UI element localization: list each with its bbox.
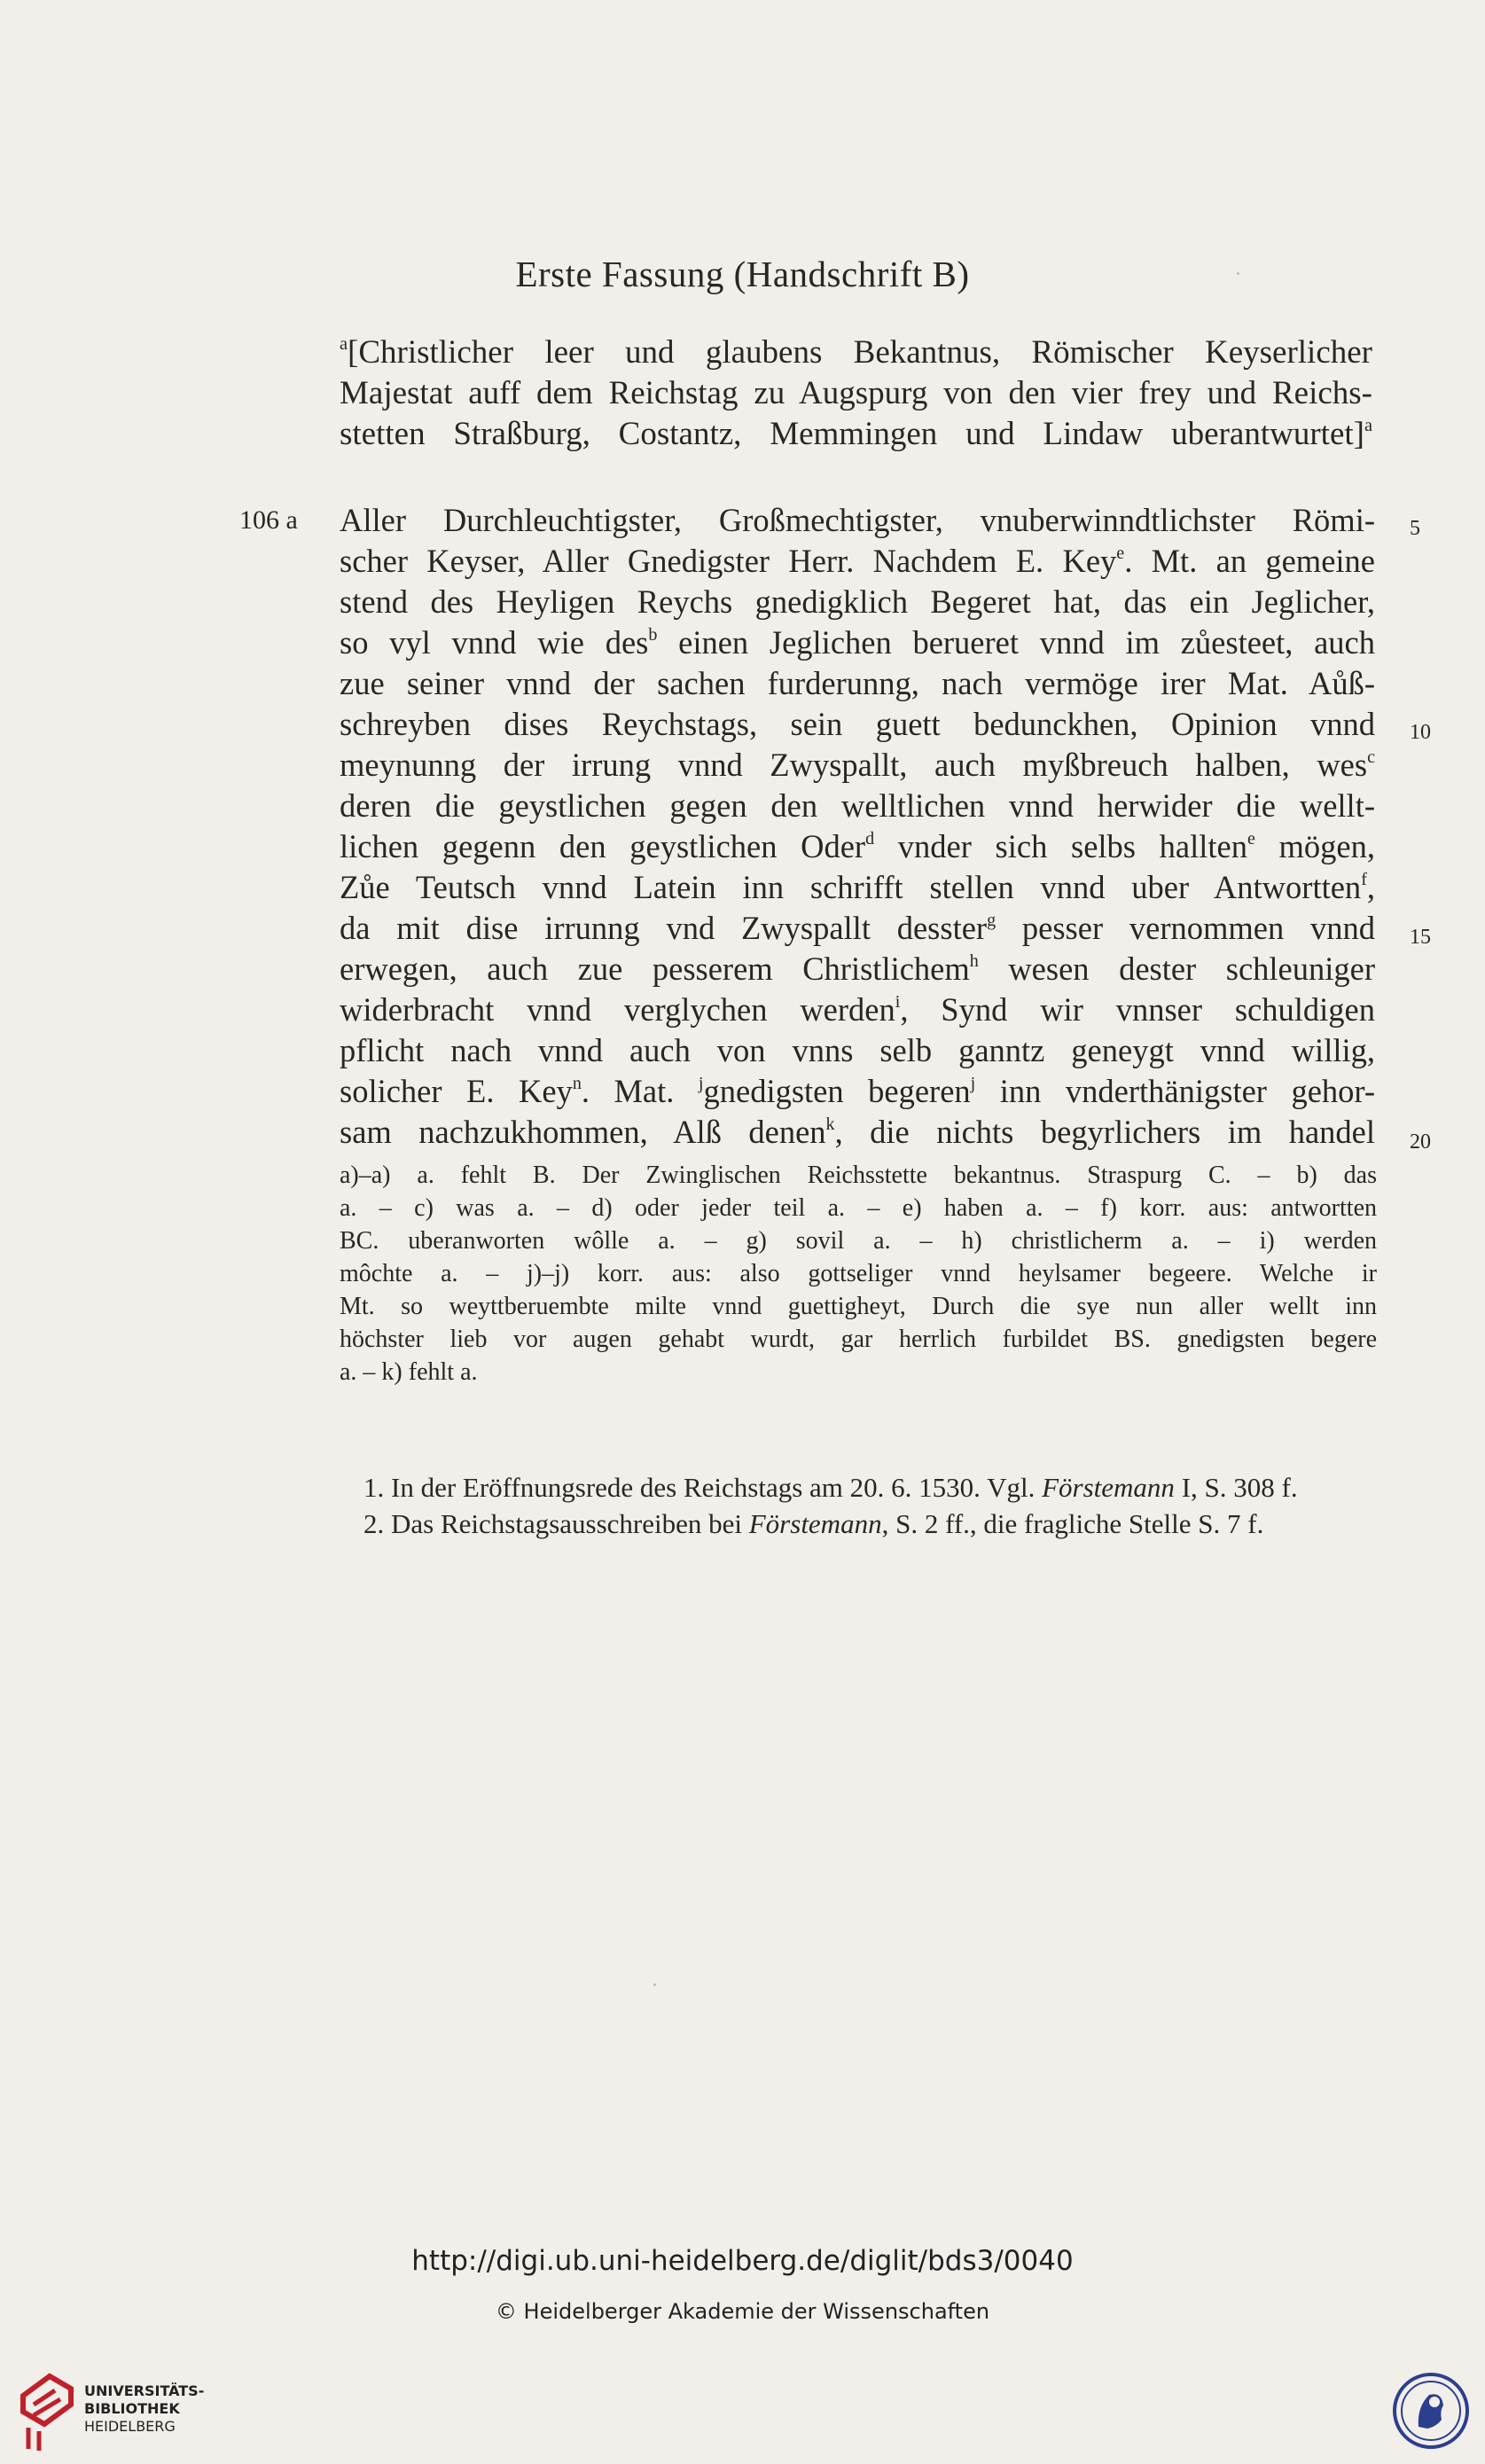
apparatus-line: Mt. so weyttberuembte milte vnnd guettigheyt, Durch die sye nun aller wellt inn — [340, 1293, 1377, 1320]
apparatus-line: höchster lieb vor augen gehabt wurdt, gar herrlich furbildet BS. gnedigsten begere — [340, 1326, 1377, 1353]
title-line: stetten Straßburg, Costantz, Memmingen und Lindaw uberantwurtet]$^a$ — [340, 415, 1372, 452]
footnote-marker: a — [1364, 415, 1372, 435]
text-line: so vyl vnnd wie des$^b$ einen Jeglichen berueret vnnd im zůesteet, auch — [340, 624, 1375, 661]
footnote-1: 1. In der Eröffnungsrede des Reichstags am 20. 6. 1530. Vgl. Förstemann I, S. 308 f. — [363, 1472, 1298, 1503]
text-line: scher Keyser, Aller Gnedigster Herr. Nachdem E. Key$^e$. Mt. an gemeine — [340, 543, 1375, 579]
text-line: widerbracht vnnd verglychen werden$^i$, Synd wir vnnser schuldigen — [340, 991, 1375, 1028]
apparatus-line: BC. uberanworten wôlle a. – g) sovil a. – h) christlicherm a. – i) werden — [340, 1227, 1377, 1255]
library-logo-icon — [16, 2369, 78, 2453]
apparatus-line: a. – c) was a. – d) oder jeder teil a. – e) haben a. – f) korr. aus: antwortten — [340, 1194, 1377, 1222]
text-line: deren die geystlichen gegen den welltlichen vnnd herwider die wellt- — [340, 787, 1375, 824]
line-number: 15 — [1410, 926, 1431, 949]
text-line: meynunng der irrung vnnd Zwyspallt, auch myßbreuch halben, wes$^c$ — [340, 747, 1375, 783]
permalink-url[interactable]: http://digi.ub.uni-heidelberg.de/diglit/bds3/0040 — [411, 2245, 1074, 2277]
apparatus-line: a. – k) fehlt a. — [340, 1358, 478, 1386]
text-line: sam nachzukhommen, Alß denen$^k$, die nichts begyrlichers im handel — [340, 1114, 1375, 1150]
academy-seal-icon — [1392, 2372, 1470, 2450]
folio-margin-note: 106 a — [239, 505, 298, 535]
library-name: UNIVERSITÄTS- BIBLIOTHEK HEIDELBERG — [84, 2382, 205, 2435]
line-number: 20 — [1410, 1130, 1431, 1154]
title-line: Majestat auff dem Reichstag zu Augspurg von den vier frey und Reichs- — [340, 375, 1372, 411]
text-line: Aller Durchleuchtigster, Großmechtigster, vnuberwinndtlichster Römi- — [340, 502, 1375, 538]
text-line: pflicht nach vnnd auch von vnns selb ganntz geneygt vnnd willig, — [340, 1032, 1375, 1068]
text-line: solicher E. Key$^n$. Mat. $^j$gnedigsten begeren$^j$ inn vnderthänigster gehor- — [340, 1073, 1375, 1109]
apparatus-line: môchte a. – j)–j) korr. aus: also gottseliger vnnd heylsamer begeere. Welche ir — [340, 1260, 1377, 1287]
line-number: 10 — [1410, 721, 1431, 744]
text-line: schreyben dises Reychstags, sein guett bedunckhen, Opinion vnnd — [340, 706, 1375, 742]
footnote-2: 2. Das Reichstagsausschreiben bei Förstemann, S. 2 ff., die fragliche Stelle S. 7 f. — [363, 1508, 1264, 1539]
footnote-marker: a — [340, 333, 348, 354]
text-line: lichen gegenn den geystlichen Oder$^d$ vnder sich selbs hallten$^e$ mögen, — [340, 828, 1375, 864]
copyright-notice: © Heidelberger Akademie der Wissenschaften — [495, 2299, 990, 2324]
text-line: Zůe Teutsch vnnd Latein inn schrifft stellen vnnd uber Antwortten$^f$, — [340, 869, 1375, 905]
apparatus-line: a)–a) a. fehlt B. Der Zwinglischen Reichsstette bekantnus. Straspurg C. – b) das — [340, 1162, 1377, 1189]
text-line: stend des Heyligen Reychs gnedigklich Begeret hat, das ein Jeglicher, — [340, 583, 1375, 620]
text-line: erwegen, auch zue pesserem Christlichem$^h$ wesen dester schleuniger — [340, 950, 1375, 987]
page-heading: Erste Fassung (Handschrift B) — [515, 254, 970, 294]
title-line: $^a$[Christlicher leer und glaubens Bekantnus, Römischer Keyserlicher — [340, 333, 1372, 371]
line-number: 5 — [1410, 517, 1420, 540]
document-title — [340, 332, 1372, 455]
text-line: da mit dise irrunng vnd Zwyspallt desster$^g$ pesser vernommen vnnd — [340, 910, 1375, 946]
text-line: zue seiner vnnd der sachen furderunng, nach vermöge irer Mat. Aůß- — [340, 665, 1375, 701]
speck — [653, 1983, 656, 1986]
